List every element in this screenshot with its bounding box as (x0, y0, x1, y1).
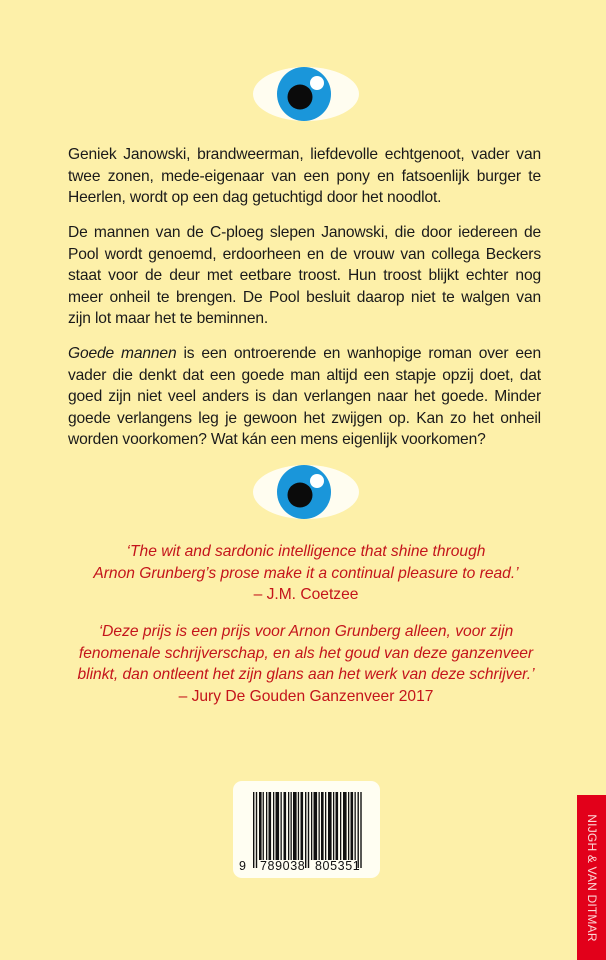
quote-attribution: – Jury De Gouden Ganzenveer 2017 (178, 687, 434, 705)
barcode-digits-left: 789038 (260, 859, 306, 873)
quote-line: Arnon Grunberg’s prose make it a continual pleasure to read.’ (93, 564, 519, 582)
eye-icon (252, 464, 360, 520)
publisher-name: NIJGH & VAN DITMAR (584, 813, 599, 942)
blurb-text: De mannen van de C-ploeg slepen Janowski, die door iedereen de Pool wordt genoemd, erdoorheen en de vrouw van collega Beckers staat voor de deur met eetbare troost. Hun troost blijkt echter nog meer onheil te brengen. De Pool besluit daarop niet te walgen van zijn lot maar het te beminnen. (68, 224, 541, 327)
blurb-text: is een ontroerende en wanhopige roman over een vader die denkt dat een goede man altijd een stapje opzij doet, dat goed zijn niet veel anders is dan verlangen naar het goede. Minder goede verlangens leg je gewoon het zwijgen op. Kan zo het onheil worden voorkomen? Wat kán een mens eigenlijk voorkomen? (68, 345, 541, 448)
blurb-text: Geniek Janowski, brandweerman, liefdevolle echtgenoot, vader van twee zonen, mede-eigenaar van een pony en fatsoenlijk burger te Heerlen, wordt op een dag getuchtigd door het noodlot. (68, 146, 541, 206)
barcode-digit-prefix: 9 (239, 859, 247, 873)
quote-attribution: – J.M. Coetzee (253, 586, 359, 603)
quote-line: ‘Deze prijs is een prijs voor Arnon Grunberg alleen, voor zijn (98, 623, 514, 640)
review-quote-coetzee (40, 541, 572, 606)
blurb-paragraph-1 (68, 144, 541, 209)
quote-line: blinkt, dan ontleent het zijn glans aan het werk van deze schrijver.’ (77, 666, 535, 683)
quote-line: fenomenale schrijverschap, en als het goud van deze ganzenveer (78, 644, 534, 662)
review-quote-jury (40, 621, 572, 707)
isbn-barcode (233, 781, 380, 878)
quote-line: ‘The wit and sardonic intelligence that shine through (126, 543, 486, 560)
book-title: Goede mannen (68, 345, 177, 362)
publisher-logo-tab (577, 795, 606, 960)
blurb-paragraph-3 (68, 343, 541, 451)
barcode-digits-right: 805351 (315, 859, 361, 873)
eye-icon (252, 66, 360, 122)
blurb-paragraph-2 (68, 222, 541, 330)
